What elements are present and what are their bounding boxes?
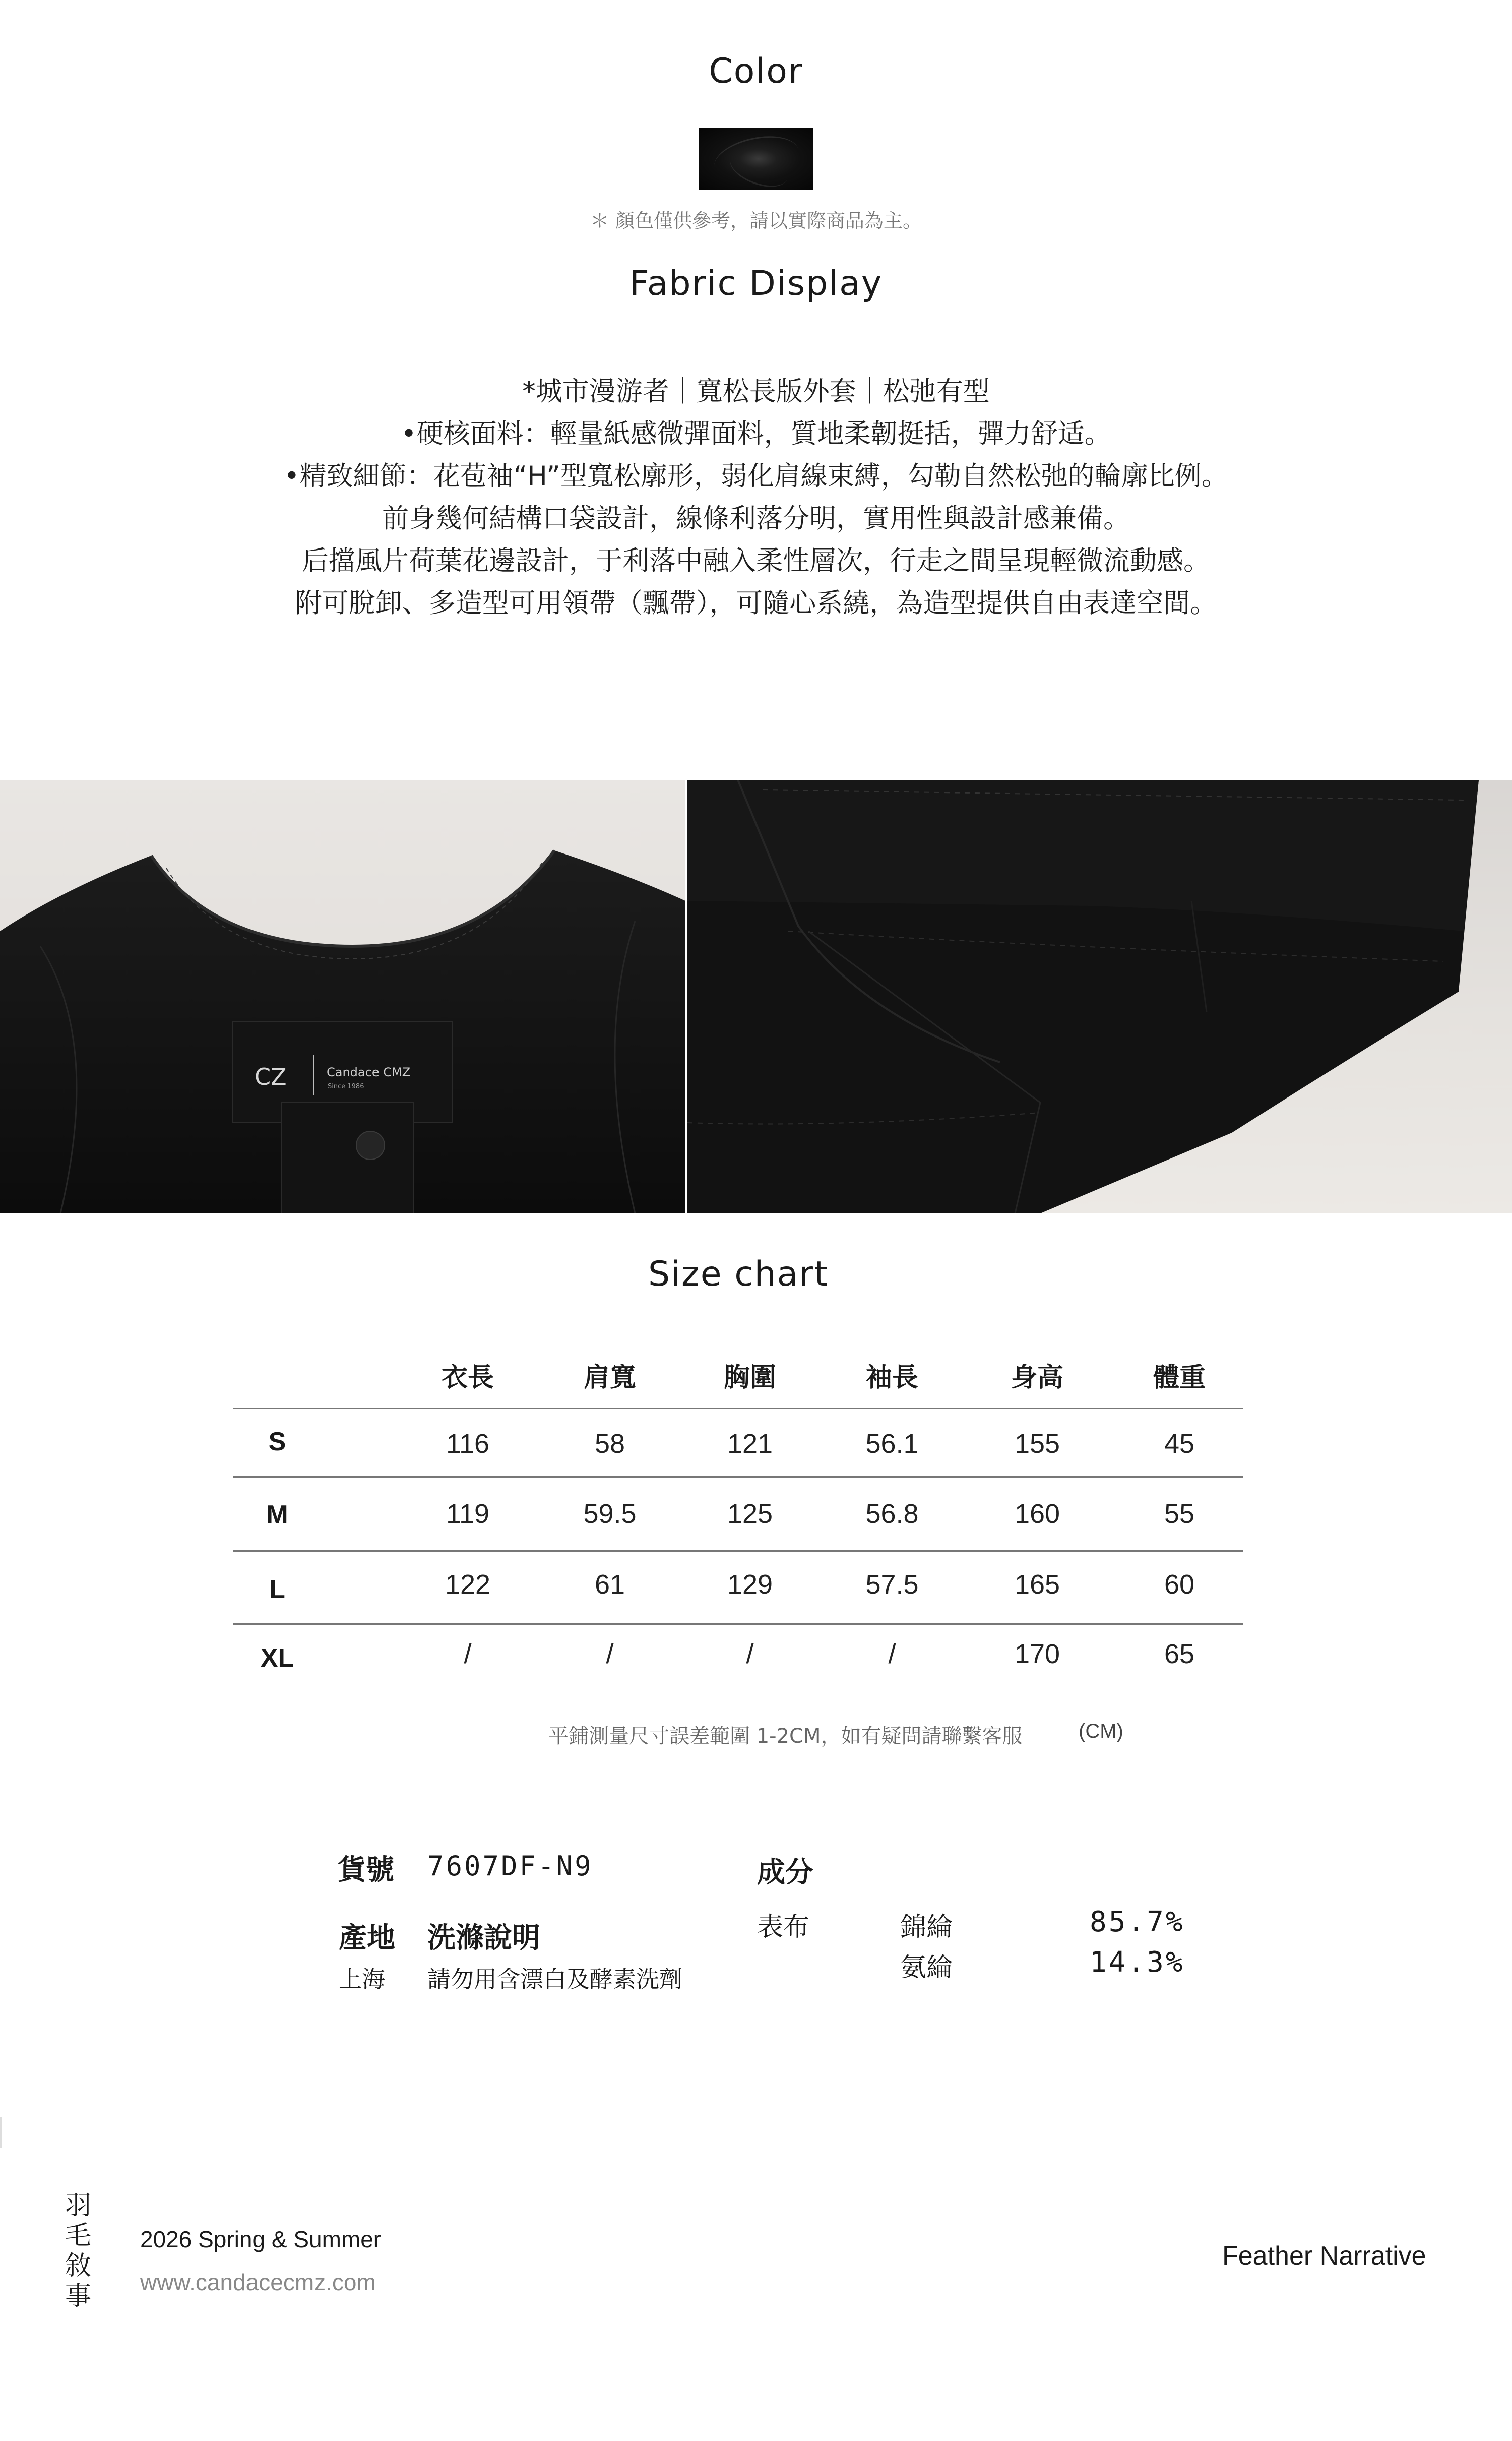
table-divider <box>233 1476 1243 1478</box>
color-title: Color <box>709 51 803 91</box>
fabric-line: 附可脫卸、多造型可用領帶（飄帶），可隨心系繞，為造型提供自由表達空間。 <box>295 588 1217 619</box>
color-note: ＊ 顏色僅供參考，請以實際商品為主。 <box>590 210 922 232</box>
header-length: 衣長 <box>441 1363 494 1393</box>
size-label-s: S <box>268 1427 286 1456</box>
header-shoulder: 肩寬 <box>583 1363 636 1393</box>
collar-detail-photo <box>0 780 685 1213</box>
fabric-title: Fabric Display <box>629 264 883 303</box>
fabric-line: 前身幾何結構口袋設計，線條利落分明，實用性與設計感兼備。 <box>382 503 1130 534</box>
wash-label: 洗滌說明 <box>427 1922 540 1955</box>
table-cell: 129 <box>727 1569 773 1600</box>
collection-name: Feather Narrative <box>1222 2241 1426 2271</box>
origin-label: 產地 <box>339 1922 395 1955</box>
vertical-title <box>63 2190 93 2311</box>
table-cell: 60 <box>1164 1569 1195 1600</box>
table-cell: 160 <box>1014 1499 1060 1529</box>
fabric-line: •精致細節：花苞袖“H”型寬松廓形，弱化肩線束縛，勾勒自然松弛的輪廓比例。 <box>284 461 1228 492</box>
season-text: 2026 Spring & Summer <box>140 2226 382 2252</box>
table-cell: 119 <box>446 1499 490 1529</box>
table-cell: 59.5 <box>583 1499 637 1529</box>
table-cell: 56.1 <box>865 1429 919 1459</box>
item-number: 7607DF-N9 <box>427 1850 593 1882</box>
table-cell: / <box>888 1639 896 1669</box>
size-label-xl: XL <box>260 1643 294 1673</box>
material-percent: 85.7% <box>1090 1906 1185 1938</box>
label-brand: Candace CMZ <box>327 1065 411 1079</box>
table-cell: 125 <box>727 1499 773 1529</box>
item-number-label: 貨號 <box>338 1854 394 1886</box>
header-height: 身高 <box>1011 1363 1063 1393</box>
table-cell: 155 <box>1014 1429 1060 1459</box>
table-cell: 65 <box>1164 1639 1195 1669</box>
size-label-l: L <box>269 1575 285 1604</box>
header-weight: 體重 <box>1153 1363 1206 1393</box>
material-percent: 14.3% <box>1090 1946 1185 1979</box>
edge-mark <box>0 2117 2 2148</box>
table-cell: 122 <box>445 1569 491 1600</box>
size-chart-unit: (CM) <box>1079 1720 1123 1742</box>
fabric-line: *城市漫游者｜寬松長版外套｜松弛有型 <box>522 376 990 407</box>
table-cell: / <box>464 1639 472 1669</box>
hem-detail-photo <box>687 780 1512 1213</box>
label-since: Since 1986 <box>328 1083 364 1090</box>
table-cell: / <box>606 1639 614 1669</box>
table-divider <box>233 1550 1243 1552</box>
material-name: 氨綸 <box>900 1952 953 1983</box>
table-cell: 45 <box>1164 1429 1195 1459</box>
website-link[interactable]: www.candacecmz.com <box>140 2269 376 2295</box>
table-cell: 56.8 <box>865 1499 919 1529</box>
header-chest: 胸圍 <box>723 1363 776 1393</box>
composition-label: 成分 <box>757 1856 813 1889</box>
wash-instruction: 請勿用含漂白及酵素洗劑 <box>427 1966 682 1993</box>
size-chart-note: 平鋪測量尺寸誤差範圍 1-2CM，如有疑問請聯繫客服 <box>548 1725 1023 1748</box>
hem-garment-illustration <box>687 780 1512 1213</box>
table-cell: 57.5 <box>865 1569 919 1600</box>
table-cell: / <box>746 1639 754 1669</box>
size-chart-title: Size chart <box>648 1254 829 1294</box>
table-cell: 116 <box>446 1429 490 1459</box>
table-cell: 121 <box>727 1429 773 1459</box>
origin-value: 上海 <box>339 1966 385 1993</box>
table-cell: 55 <box>1164 1499 1195 1529</box>
label-logo: CZ <box>255 1063 287 1090</box>
table-divider <box>233 1623 1243 1625</box>
table-divider <box>233 1408 1243 1409</box>
vertical-title-char: 敘 <box>65 2251 91 2281</box>
fabric-description <box>0 371 1512 625</box>
header-sleeve: 袖長 <box>865 1363 918 1393</box>
table-cell: 61 <box>594 1569 625 1600</box>
material-name: 錦綸 <box>900 1912 953 1942</box>
fabric-line: 后擋風片荷葉花邊設計，于利落中融入柔性層次，行走之間呈現輕微流動感。 <box>302 545 1210 576</box>
size-label-m: M <box>266 1500 288 1530</box>
fabric-label: 表布 <box>757 1912 810 1942</box>
fabric-line: •硬核面料：輕量紙感微彈面料，質地柔韌挺括，彈力舒适。 <box>401 418 1111 449</box>
table-cell: 58 <box>594 1429 625 1459</box>
vertical-title-char: 毛 <box>65 2221 91 2251</box>
collar-garment-illustration <box>0 780 685 1213</box>
table-cell: 170 <box>1014 1639 1060 1669</box>
color-swatch-black[interactable] <box>699 128 813 190</box>
vertical-title-char: 事 <box>65 2281 91 2311</box>
table-cell: 165 <box>1014 1569 1060 1600</box>
vertical-title-char: 羽 <box>65 2190 91 2221</box>
